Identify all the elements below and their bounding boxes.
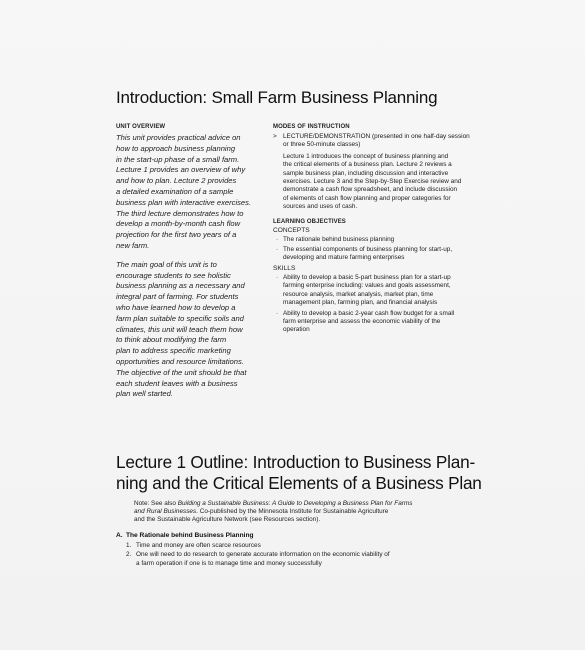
arrow-icon: > (273, 133, 277, 140)
text-line: One will need to do research to generate accurate information on the economic viability of (136, 551, 390, 559)
text-line: sample business plan, including discussion and interactive (283, 169, 449, 177)
numbered-list (126, 542, 476, 568)
text-line: business plan with interactive exercises. (116, 197, 252, 207)
text-line: This unit provides practical advice on (116, 133, 241, 142)
unit-overview-paragraph-1 (116, 133, 266, 252)
text-line: resource analysis, market analysis, market plan, time (283, 290, 434, 298)
section-title: The Rationale behind Business Planning (126, 532, 254, 539)
outline-section-a (116, 532, 476, 569)
text-line: The third lecture demonstrates how to (116, 208, 244, 218)
section-heading (116, 532, 476, 539)
note-prefix: Note: See also (134, 500, 178, 507)
modes-heading: MODES OF INSTRUCTION (273, 124, 350, 130)
text-line: Ability to develop a basic 5-part business plan for a start-up (283, 273, 451, 281)
instruction-column (273, 124, 485, 337)
text-line: and how to plan. Lecture 2 provides (116, 176, 237, 186)
unit-overview-heading: UNIT OVERVIEW (116, 124, 166, 130)
text-line: projection for the first two years of a (116, 230, 237, 240)
note-line: and the Sustainable Agriculture Network (see Resources section). (134, 516, 321, 524)
text-line: Lecture 1 introduces the concept of business planning and (283, 152, 449, 160)
unit-overview-paragraph-2 (116, 260, 266, 400)
concepts-label: CONCEPTS (273, 226, 310, 234)
text-line: sources and uses of cash. (283, 203, 358, 211)
text-line: Lecture 1 provides an overview of why (116, 165, 246, 175)
list-item (273, 246, 485, 263)
note-line (134, 500, 464, 508)
text-line: develop a month-by-month cash flow (116, 219, 241, 229)
text-line: opportunities and resource limitations. (116, 356, 244, 366)
book-title-part-2: and Rural Businesses (134, 508, 197, 516)
text-line: climates, this unit will teach them how (116, 324, 243, 334)
text-line: or three 50-minute classes) (283, 141, 361, 149)
text-line: operation (283, 326, 310, 334)
page-title: Introduction: Small Farm Business Planning (116, 88, 438, 107)
text-line: in the start-up phase of a small farm. (116, 154, 240, 164)
bullet-icon: · (276, 273, 279, 281)
list-item (273, 274, 485, 308)
text-line: the critical elements of a business plan. Lecture 2 reviews a (283, 161, 452, 169)
modes-description (283, 153, 485, 212)
modes-item-text (283, 133, 470, 150)
title-line: Lecture 1 Outline: Introduction to Business Plan- (116, 452, 475, 472)
unit-overview-column (116, 124, 266, 400)
book-title-part-1: Building a Sustainable Business: A Guide to Developing a Business Plan for Farms (177, 500, 413, 507)
list-item (126, 551, 476, 568)
text-line: of elements of cash flow planning and proper categories for (283, 194, 451, 202)
text-line: The objective of the unit should be that (116, 367, 247, 377)
text-line: a farm operation if one is to manage time and money successfully (136, 559, 322, 567)
text-line: exercises. Lecture 3 and the Step-by-Step Exercise review and (283, 178, 462, 186)
reference-note (134, 500, 464, 525)
text-line: Ability to develop a basic 2-year cash flow budget for a small (283, 309, 455, 317)
item-number: 2. (126, 551, 132, 559)
bullet-icon: · (276, 309, 279, 317)
item-number: 1. (126, 542, 132, 549)
text-line: farm plan suitable to specific soils and (116, 313, 244, 323)
note-line (134, 508, 464, 516)
bullet-icon: · (276, 235, 279, 243)
text-line: demonstrate a cash flow spreadsheet, and include discussion (283, 186, 458, 194)
text-line: farming enterprise including: values and goals assessment, (283, 282, 451, 290)
skills-list (273, 274, 485, 335)
text-line: new farm. (116, 240, 150, 250)
lecture-outline-title (116, 452, 486, 494)
text-line: The main goal of this unit is to (116, 259, 217, 269)
list-item (273, 236, 485, 244)
text-line: how to approach business planning (116, 143, 236, 153)
learning-objectives-heading: LEARNING OBJECTIVES (273, 218, 346, 225)
text-line: business planning as a necessary and (116, 281, 245, 291)
text-line: plan to address specific marketing (116, 346, 231, 356)
text-line: integral part of farming. For students (116, 292, 239, 302)
text-line: LECTURE/DEMONSTRATION (presented in one half-day session (283, 133, 470, 140)
text-line: who have learned how to develop a (116, 302, 236, 312)
bullet-icon: · (276, 246, 279, 254)
skills-label: SKILLS (273, 264, 296, 272)
text-line: Time and money are often scarce resources (136, 542, 261, 549)
text-line: to think about modifying the farm (116, 335, 227, 345)
section-letter: A. (116, 532, 123, 539)
text-line: a detailed examination of a sample (116, 186, 234, 196)
text-line: management plan, farming plan, and financial analysis (283, 299, 438, 307)
text-line: The rationale behind business planning (283, 235, 395, 243)
text-line: encourage students to see holistic (116, 270, 231, 280)
text-line: The essential components of business planning for start-up, (283, 246, 453, 254)
title-line: ning and the Critical Elements of a Business Plan (116, 473, 482, 493)
list-item (273, 310, 485, 335)
note-copublished: . Co-published by the Minnesota Institute for Sustainable Agriculture (196, 508, 389, 516)
list-item (126, 542, 476, 550)
text-line: developing and mature farming enterprises (283, 254, 405, 262)
modes-item (273, 133, 485, 150)
text-line: farm enterprise and assess the economic viability of the (283, 317, 441, 325)
concepts-list (273, 236, 485, 263)
text-line: plan well started. (116, 389, 173, 399)
text-line: each student leaves with a business (116, 378, 238, 388)
